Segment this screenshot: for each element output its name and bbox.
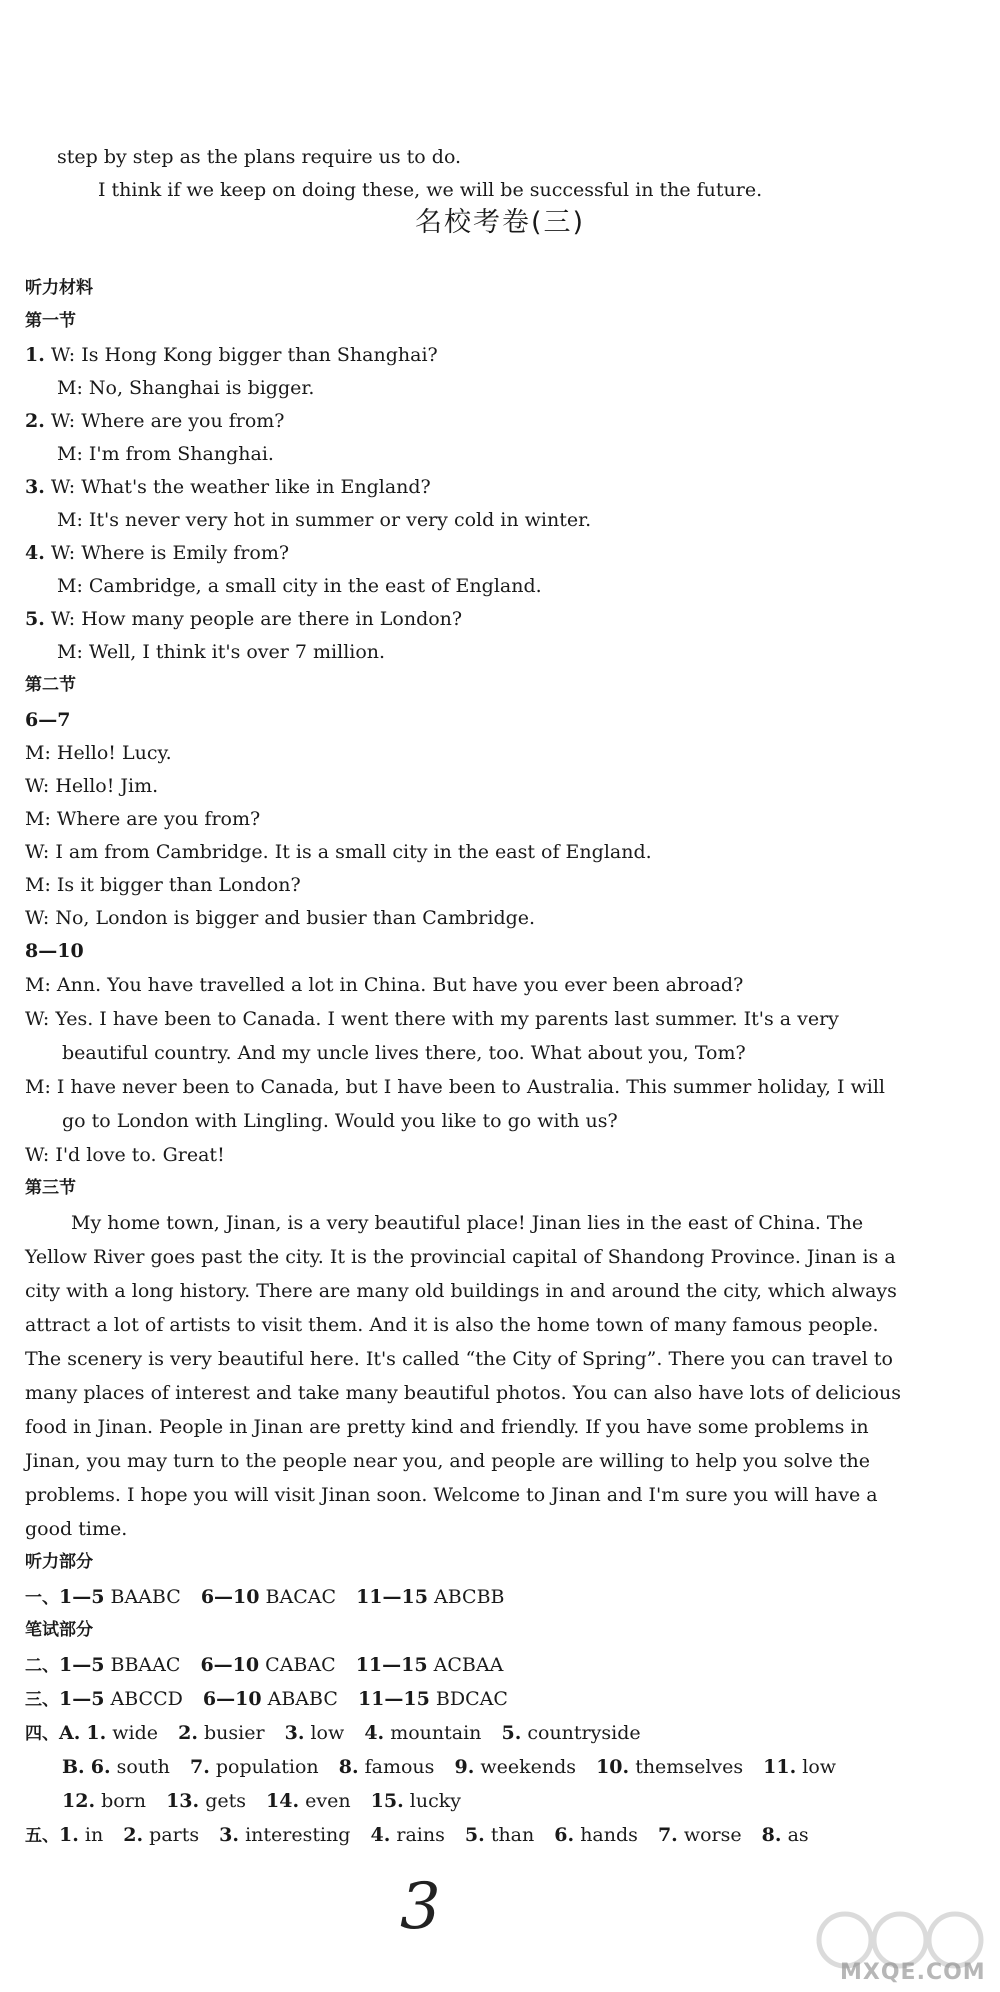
dialog-4-w-text: W: Where is Emily from? <box>50 542 290 564</box>
dialog-5-w <box>25 610 462 629</box>
row-prefix: 二、 <box>25 1656 59 1676</box>
passage-line-9: problems. I hope you will visit Jinan soon. Welcome to Jinan and I'm sure you will have a <box>25 1484 878 1506</box>
row-prefix: 五、 <box>25 1826 59 1846</box>
answer-group: BAABC <box>110 1586 181 1608</box>
passage-line-2: Yellow River goes past the city. It is the provincial capital of Shandong Province. Jinan is a <box>25 1246 896 1268</box>
group2-line-3b: go to London with Lingling. Would you like to go with us? <box>62 1110 618 1132</box>
group-8-10-range: 8—10 <box>25 940 84 962</box>
item-word: in <box>84 1824 104 1846</box>
answer-group: CABAC <box>265 1654 336 1676</box>
sub-label: A. <box>59 1722 81 1744</box>
item-word: than <box>490 1824 535 1846</box>
item-number: 6. <box>554 1824 575 1846</box>
answer-group: ABCBB <box>434 1586 505 1608</box>
dialog-3-number: 3. <box>25 476 45 498</box>
item-word: south <box>116 1756 170 1778</box>
dialog-4-m: M: Cambridge, a small city in the east of England. <box>57 575 542 597</box>
item-number: 13. <box>166 1790 200 1812</box>
dialog-4-w <box>25 544 289 563</box>
range-label: 6—10 <box>200 1654 260 1676</box>
row-prefix: 四、 <box>25 1724 59 1744</box>
dialog-1-w-text: W: Is Hong Kong bigger than Shanghai? <box>50 344 438 366</box>
group1-line-4: W: I am from Cambridge. It is a small city in the east of England. <box>25 841 652 863</box>
dialog-1-number: 1. <box>25 344 45 366</box>
part4-a-row <box>25 1724 641 1743</box>
passage-line-4: attract a lot of artists to visit them. And it is also the home town of many famous people. <box>25 1314 879 1336</box>
dialog-2-number: 2. <box>25 410 45 432</box>
item-word: mountain <box>390 1722 482 1744</box>
dialog-5-w-text: W: How many people are there in London? <box>50 608 463 630</box>
answer-group: BBAAC <box>110 1654 181 1676</box>
range-label: 1—5 <box>59 1586 105 1608</box>
group1-line-2: W: Hello! Jim. <box>25 775 159 797</box>
answer-group: ABABC <box>267 1688 338 1710</box>
dialog-2-w <box>25 412 285 431</box>
dialog-3-w <box>25 478 431 497</box>
item-word: lucky <box>409 1790 461 1812</box>
group2-line-2a: W: Yes. I have been to Canada. I went there with my parents last summer. It's a very <box>25 1008 839 1030</box>
item-number: 15. <box>370 1790 404 1812</box>
item-word: gets <box>205 1790 246 1812</box>
item-word: hands <box>580 1824 638 1846</box>
item-word: population <box>215 1756 319 1778</box>
sub-label: B. <box>62 1756 85 1778</box>
item-word: worse <box>683 1824 742 1846</box>
group2-line-3a: M: I have never been to Canada, but I have been to Australia. This summer holiday, I will <box>25 1076 886 1098</box>
answer-group: ACBAA <box>433 1654 504 1676</box>
page-number: 3 <box>400 1870 441 1944</box>
item-word: famous <box>364 1756 435 1778</box>
dialog-3-m: M: It's never very hot in summer or very cold in winter. <box>57 509 592 531</box>
item-word: weekends <box>480 1756 577 1778</box>
answer-group: BACAC <box>265 1586 337 1608</box>
range-label: 1—5 <box>59 1654 105 1676</box>
dialog-2-w-text: W: Where are you from? <box>50 410 285 432</box>
part5-row <box>25 1826 809 1845</box>
passage-line-5: The scenery is very beautiful here. It's called “the City of Spring”. There you can travel to <box>25 1348 893 1370</box>
item-number: 5. <box>464 1824 485 1846</box>
watermark-url: MXQE.COM <box>840 1960 986 1985</box>
page-title: 名校考卷(三) <box>414 207 586 238</box>
item-word: countryside <box>527 1722 641 1744</box>
answer-group: ABCCD <box>110 1688 183 1710</box>
item-word: themselves <box>635 1756 744 1778</box>
item-word: as <box>787 1824 809 1846</box>
range-label: 6—10 <box>200 1586 260 1608</box>
group2-line-2b: beautiful country. And my uncle lives there, too. What about you, Tom? <box>62 1042 746 1064</box>
item-number: 7. <box>189 1756 210 1778</box>
item-number: 8. <box>761 1824 782 1846</box>
item-number: 2. <box>178 1722 198 1744</box>
group-6-7-range: 6—7 <box>25 709 71 731</box>
item-number: 1. <box>59 1824 79 1846</box>
group1-line-5: M: Is it bigger than London? <box>25 874 301 896</box>
listening-answers-heading: 听力部分 <box>25 1552 93 1572</box>
passage-line-6: many places of interest and take many beautiful photos. You can also have lots of delicious <box>25 1382 901 1404</box>
dialog-1-m: M: No, Shanghai is bigger. <box>57 377 315 399</box>
range-label: 11—15 <box>355 1654 428 1676</box>
item-number: 14. <box>266 1790 300 1812</box>
item-number: 8. <box>338 1756 359 1778</box>
passage-line-10: good time. <box>25 1518 128 1540</box>
intro-line-1: step by step as the plans require us to do. <box>57 146 462 168</box>
item-word: busier <box>203 1722 265 1744</box>
item-number: 11. <box>763 1756 797 1778</box>
passage-line-3: city with a long history. There are many old buildings in and around the city, which always <box>25 1280 897 1302</box>
dialog-1-w <box>25 346 438 365</box>
row-prefix: 一、 <box>25 1588 59 1608</box>
item-number: 5. <box>501 1722 522 1744</box>
intro-line-2: I think if we keep on doing these, we will be successful in the future. <box>98 179 763 201</box>
part2-answers-row <box>25 1656 503 1675</box>
item-word: born <box>101 1790 147 1812</box>
section1-heading: 第一节 <box>25 311 76 331</box>
listening-answers-row <box>25 1588 505 1607</box>
dialog-5-number: 5. <box>25 608 45 630</box>
item-number: 3. <box>284 1722 305 1744</box>
item-word: interesting <box>245 1824 351 1846</box>
section3-heading: 第三节 <box>25 1178 76 1198</box>
item-number: 2. <box>123 1824 144 1846</box>
group2-line-4: W: I'd love to. Great! <box>25 1144 225 1166</box>
passage-line-8: Jinan, you may turn to the people near you, and people are willing to help you solve the <box>25 1450 870 1472</box>
dialog-2-m: M: I'm from Shanghai. <box>57 443 274 465</box>
item-word: low <box>310 1722 345 1744</box>
dialog-5-m: M: Well, I think it's over 7 million. <box>57 641 386 663</box>
part4-b-row-2 <box>62 1792 461 1811</box>
item-word: low <box>802 1756 837 1778</box>
item-number: 10. <box>596 1756 630 1778</box>
item-number: 9. <box>454 1756 475 1778</box>
part3-answers-row <box>25 1690 508 1709</box>
range-label: 6—10 <box>202 1688 262 1710</box>
group2-line-1: M: Ann. You have travelled a lot in China. But have you ever been abroad? <box>25 974 744 996</box>
listening-material-heading: 听力材料 <box>25 278 93 298</box>
item-word: rains <box>396 1824 445 1846</box>
row-prefix: 三、 <box>25 1690 59 1710</box>
item-word: wide <box>112 1722 159 1744</box>
item-word: parts <box>149 1824 200 1846</box>
range-label: 11—15 <box>356 1586 428 1608</box>
group1-line-1: M: Hello! Lucy. <box>25 742 172 764</box>
group1-line-3: M: Where are you from? <box>25 808 261 830</box>
passage-line-7: food in Jinan. People in Jinan are pretty kind and friendly. If you have some problems in <box>25 1416 869 1438</box>
item-number: 4. <box>370 1824 391 1846</box>
range-label: 11—15 <box>357 1688 430 1710</box>
passage-line-1: My home town, Jinan, is a very beautiful place! Jinan lies in the east of China. The <box>71 1212 864 1234</box>
answer-group: BDCAC <box>435 1688 508 1710</box>
dialog-3-w-text: W: What's the weather like in England? <box>50 476 431 498</box>
section2-heading: 第二节 <box>25 675 76 695</box>
written-answers-heading: 笔试部分 <box>25 1620 93 1640</box>
item-number: 7. <box>657 1824 678 1846</box>
item-number: 3. <box>219 1824 240 1846</box>
group1-line-6: W: No, London is bigger and busier than Cambridge. <box>25 907 536 929</box>
part4-b-row <box>62 1758 836 1777</box>
item-number: 12. <box>62 1790 96 1812</box>
item-number: 6. <box>90 1756 111 1778</box>
item-number: 4. <box>364 1722 385 1744</box>
item-number: 1. <box>86 1722 107 1744</box>
item-word: even <box>305 1790 351 1812</box>
range-label: 1—5 <box>59 1688 105 1710</box>
dialog-4-number: 4. <box>25 542 45 564</box>
